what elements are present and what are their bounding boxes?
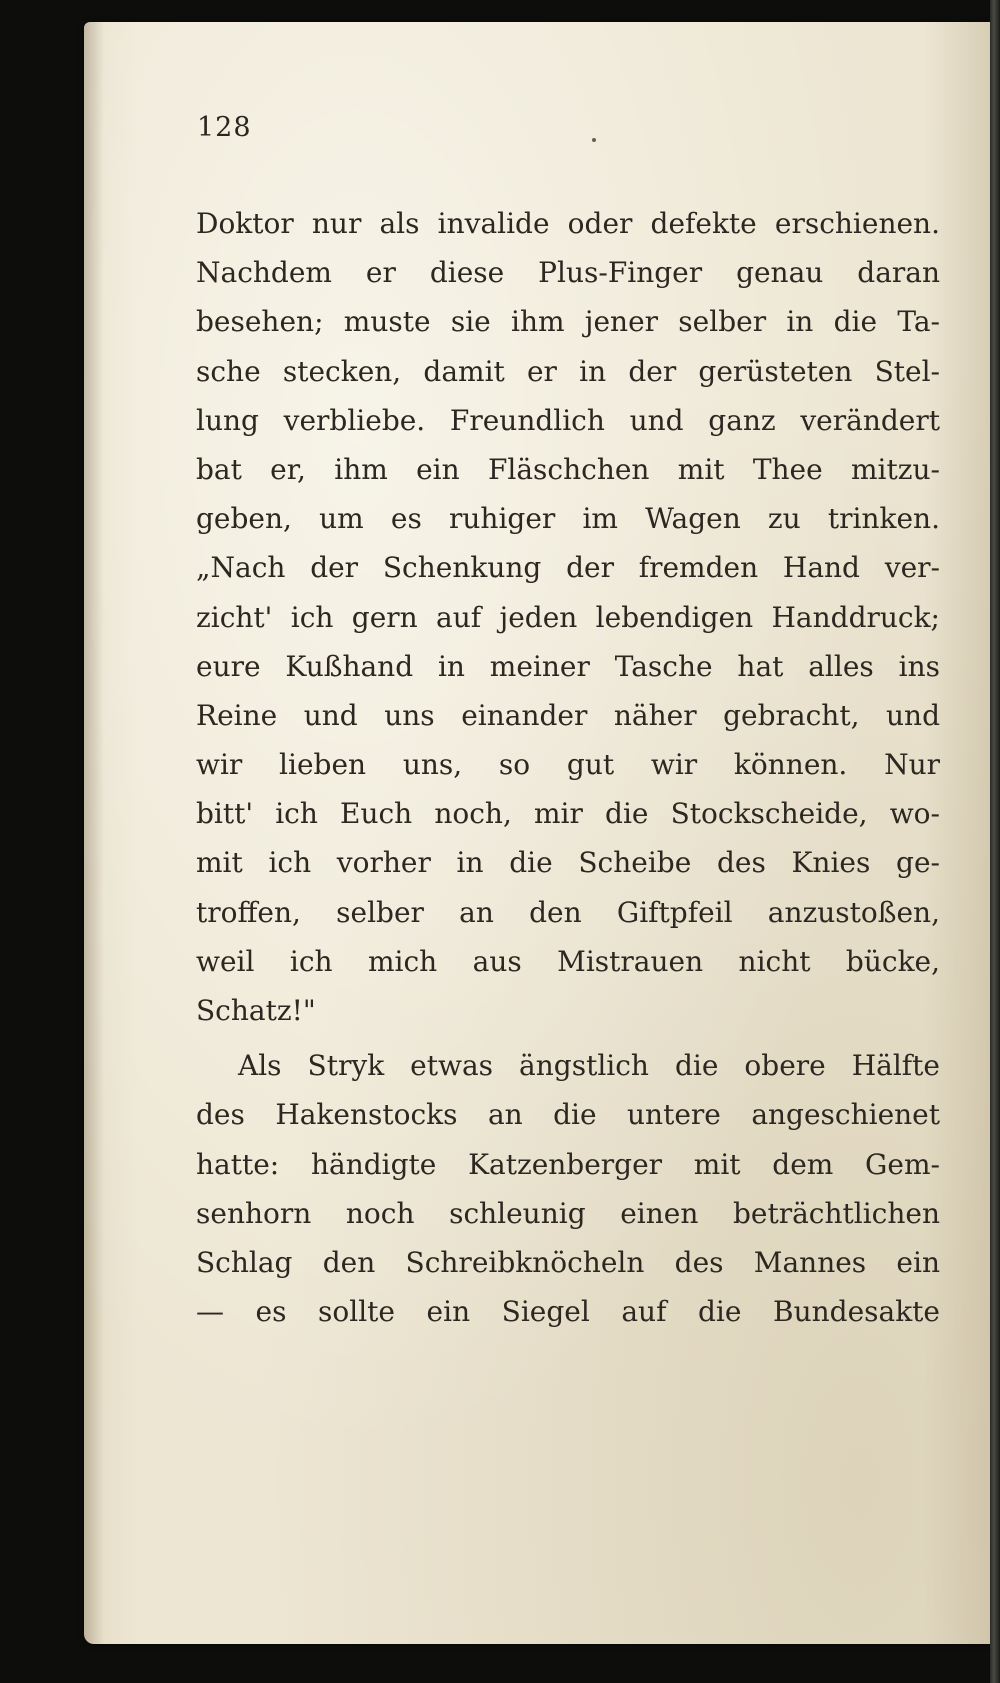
text-line: eure Kußhand in meiner Tasche hat alles ins	[196, 649, 940, 683]
text-line: weil ich mich aus Mistrauen nicht bücke,	[196, 944, 940, 978]
text-line: besehen; muste sie ihm jener selber in die Ta-	[196, 305, 940, 339]
text-line: Schlag den Schreibknöcheln des Mannes ein	[196, 1245, 940, 1279]
text-line: wir lieben uns, so gut wir können. Nur	[196, 748, 940, 782]
page-gutter-shadow	[84, 22, 104, 1644]
text-line: Doktor nur als invalide oder defekte erschienen.	[196, 207, 940, 240]
text-line: bat er, ihm ein Fläschchen mit Thee mitzu-	[196, 452, 940, 486]
text-line: troffen, selber an den Giftpfeil anzustoßen,	[196, 895, 940, 929]
text-line: geben, um es ruhiger im Wagen zu trinken.	[196, 502, 940, 536]
text-line: bitt' ich Euch noch, mir die Stockscheide, wo-	[196, 797, 940, 831]
text-line: senhorn noch schleunig einen beträchtlichen	[196, 1196, 940, 1230]
page-number: 128	[197, 112, 252, 143]
body-text	[196, 199, 940, 1336]
text-line: „Nach der Schenkung der fremden Hand ver-	[196, 551, 940, 585]
text-line-paragraph-start: Als Stryk etwas ängstlich die obere Hälfte	[238, 1049, 940, 1083]
text-line: hatte: händigte Katzenberger mit dem Gem-	[196, 1147, 940, 1181]
text-line-paragraph-end: Schatz!"	[196, 994, 316, 1027]
paper-speck	[592, 138, 596, 142]
text-line: — es sollte ein Siegel auf die Bundesakte	[196, 1295, 940, 1329]
text-line: Reine und uns einander näher gebracht, und	[196, 698, 940, 732]
text-line: Nachdem er diese Plus-Finger genau daran	[196, 256, 940, 290]
text-line: des Hakenstocks an die untere angeschienet	[196, 1098, 940, 1132]
text-line: sche stecken, damit er in der gerüsteten Stel-	[196, 354, 940, 388]
text-line: zicht' ich gern auf jeden lebendigen Handdruck;	[196, 600, 940, 634]
text-line: lung verbliebe. Freundlich und ganz verändert	[196, 403, 940, 437]
text-line: mit ich vorher in die Scheibe des Knies ge-	[196, 846, 940, 880]
book-edge	[990, 0, 1000, 1683]
